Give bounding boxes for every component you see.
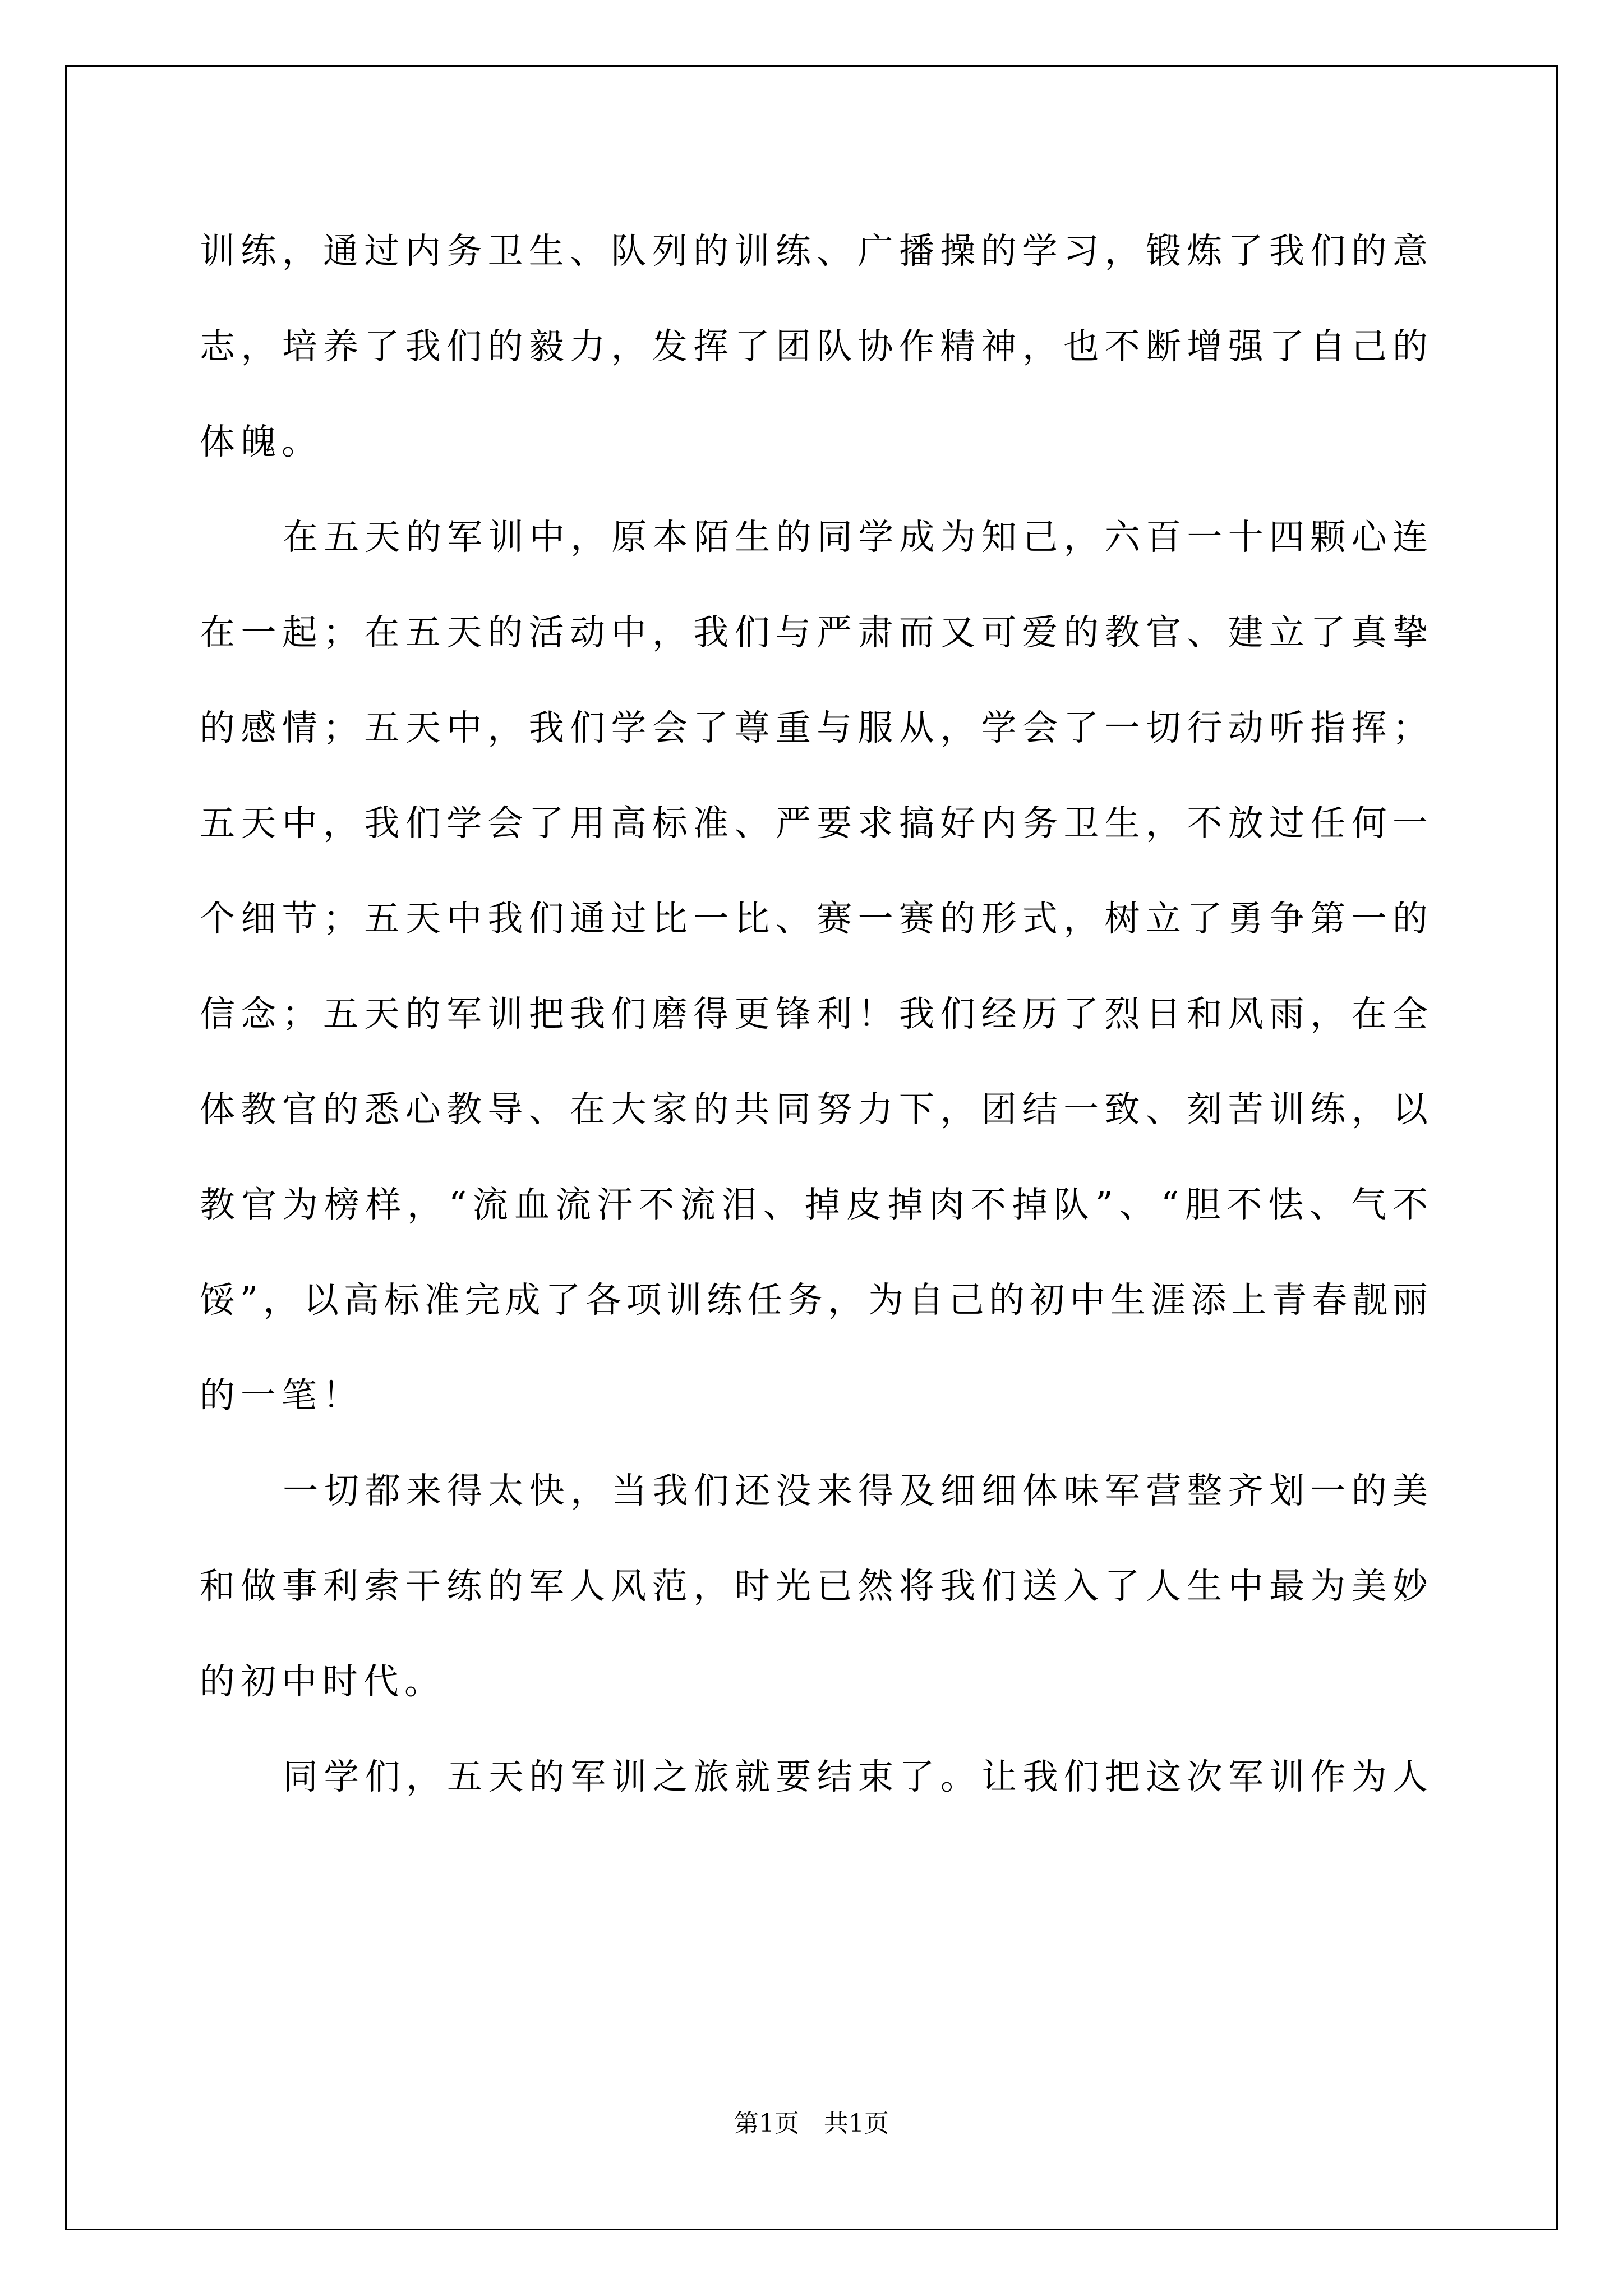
text-line: 的感情；五天中，我们学会了尊重与服从，学会了一切行动听指挥； xyxy=(200,707,1428,748)
paragraph-first-line: 一切都来得太快，当我们还没来得及细细体味军营整齐划一的美 xyxy=(283,1470,1428,1511)
text-line: 五天中，我们学会了用高标准、严要求搞好内务卫生，不放过任何一 xyxy=(200,803,1428,844)
text-line: 的初中时代。 xyxy=(200,1661,445,1702)
paragraph-first-line: 同学们，五天的军训之旅就要结束了。让我们把这次军训作为人 xyxy=(283,1756,1428,1797)
text-line: 训练，通过内务卫生、队列的训练、广播操的学习，锻炼了我们的意 xyxy=(200,231,1428,272)
text-line: 在一起；在五天的活动中，我们与严肃而又可爱的教官、建立了真挚 xyxy=(200,612,1428,653)
text-line: 教官为榜样，“流血流汗不流泪、掉皮掉肉不掉队”、“胆不怯、气不 xyxy=(200,1184,1428,1225)
text-line: 体教官的悉心教导、在大家的共同努力下，团结一致、刻苦训练，以 xyxy=(200,1089,1428,1130)
text-line: 志，培养了我们的毅力，发挥了团队协作精神，也不断增强了自己的 xyxy=(200,326,1428,367)
page-number-footer: 第1页 共1页 xyxy=(734,2109,889,2138)
text-line: 的一笔！ xyxy=(200,1375,363,1416)
text-line: 个细节；五天中我们通过比一比、赛一赛的形式，树立了勇争第一的 xyxy=(200,898,1428,939)
text-line: 和做事利索干练的军人风范，时光已然将我们送入了人生中最为美妙 xyxy=(200,1566,1428,1607)
page-border xyxy=(65,65,1558,2230)
text-line: 体魄。 xyxy=(200,421,322,462)
text-line: 馁”，以高标准完成了各项训练任务，为自己的初中生涯添上青春靓丽 xyxy=(200,1280,1428,1320)
paragraph-first-line: 在五天的军训中，原本陌生的同学成为知己，六百一十四颗心连 xyxy=(283,517,1428,558)
text-line: 信念；五天的军训把我们磨得更锋利！我们经历了烈日和风雨，在全 xyxy=(200,993,1428,1034)
